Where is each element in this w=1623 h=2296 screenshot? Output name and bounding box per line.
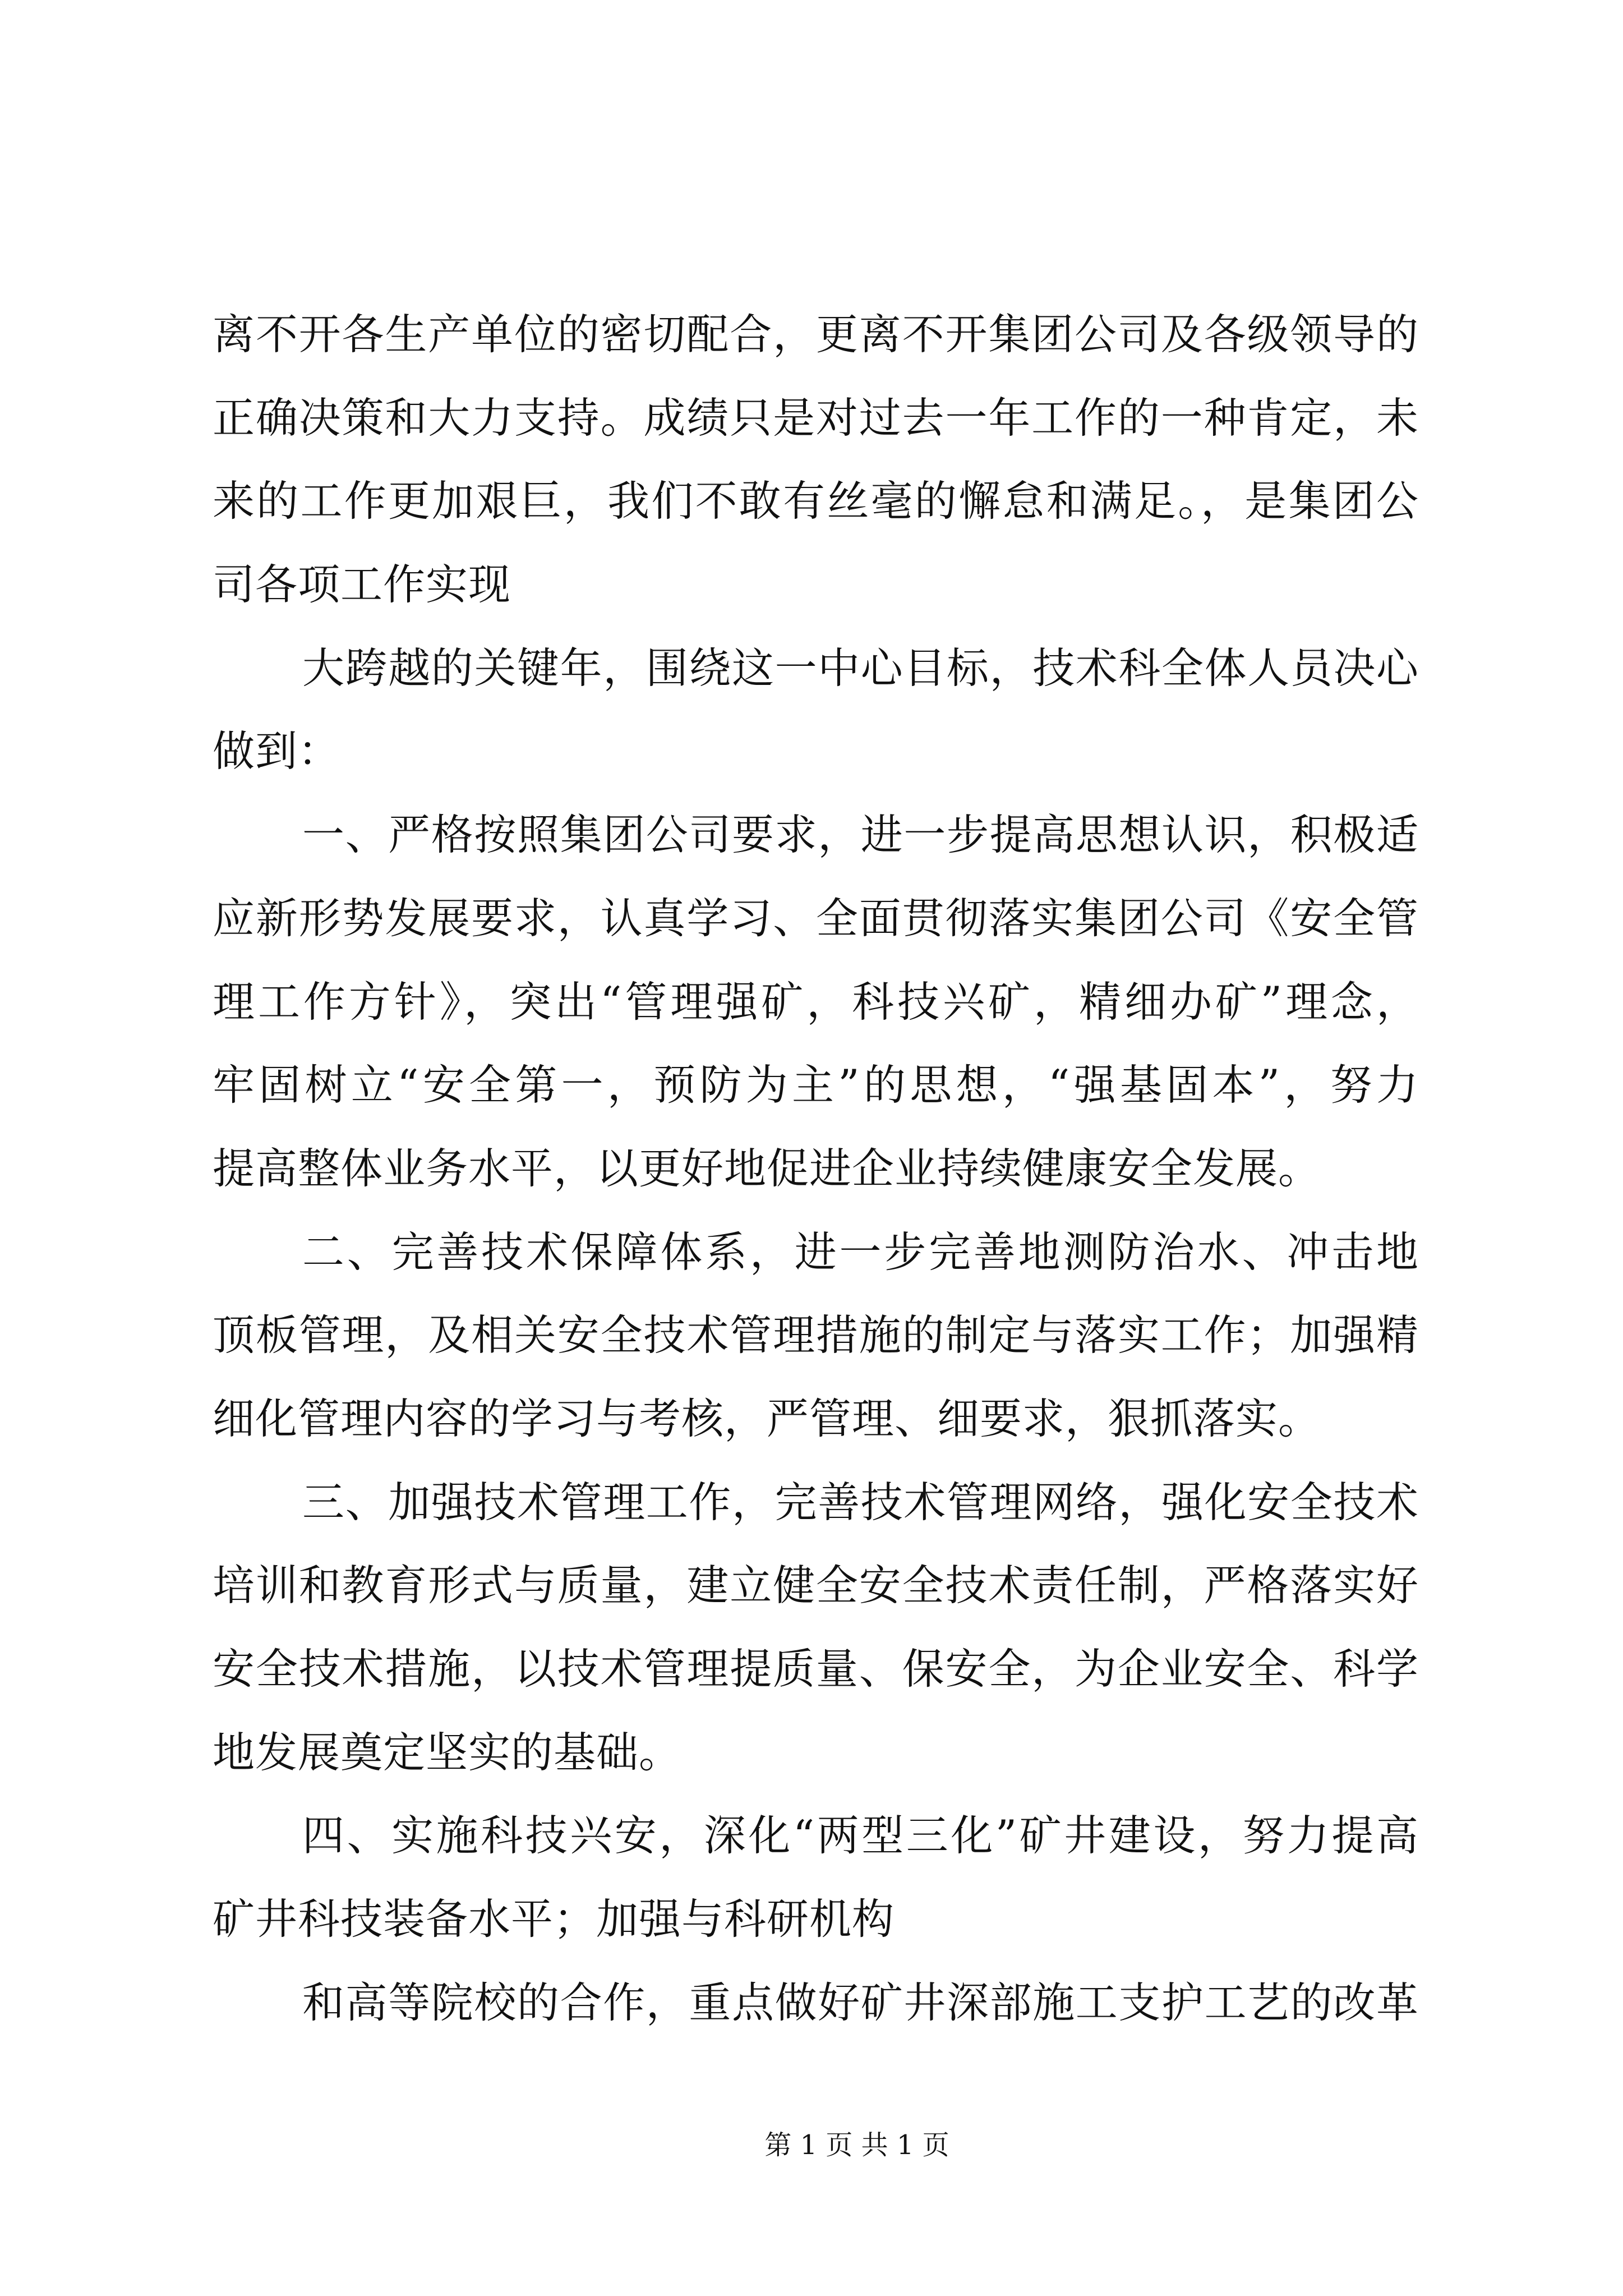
text-line: 大跨越的关键年，围绕这一中心目标，技术科全体人员决心 bbox=[302, 643, 1419, 693]
text-line: 离不开各生产单位的密切配合，更离不开集团公司及各级领导的 bbox=[213, 310, 1419, 359]
paragraph bbox=[213, 793, 1419, 1210]
text-line: 司各项工作实现 bbox=[213, 560, 511, 610]
document-body bbox=[213, 293, 1419, 2044]
text-line: 安全技术措施，以技术管理提质量、保安全，为企业安全、科学 bbox=[213, 1644, 1419, 1694]
text-line: 三、加强技术管理工作，完善技术管理网络，强化安全技术 bbox=[302, 1477, 1419, 1527]
text-line: 正确决策和大力支持。成绩只是对过去一年工作的一种肯定，未 bbox=[213, 393, 1419, 443]
paragraph bbox=[213, 627, 1419, 793]
text-line: 二、完善技术保障体系，进一步完善地测防治水、冲击地 bbox=[302, 1227, 1419, 1277]
text-line: 提高整体业务水平，以更好地促进企业持续健康安全发展。 bbox=[213, 1143, 1321, 1193]
paragraph bbox=[213, 1211, 1419, 1461]
text-line: 一、严格按照集团公司要求，进一步提高思想认识，积极适 bbox=[302, 810, 1419, 860]
text-line: 培训和教育形式与质量，建立健全安全技术责任制，严格落实好 bbox=[213, 1561, 1419, 1611]
text-line: 理工作方针》，突出“管理强矿，科技兴矿，精细办矿”理念， bbox=[213, 977, 1419, 1027]
text-line: 应新形势发展要求，认真学习、全面贯彻落实集团公司《安全管 bbox=[213, 893, 1419, 943]
paragraph bbox=[213, 1461, 1419, 1795]
text-line: 矿井科技装备水平；加强与科研机构 bbox=[213, 1894, 895, 1944]
text-line: 细化管理内容的学习与考核，严管理、细要求，狠抓落实。 bbox=[213, 1393, 1321, 1443]
text-line: 四、实施科技兴安，深化“两型三化”矿井建设，努力提高 bbox=[302, 1811, 1419, 1861]
page-footer-page-number: 第 1 页 共 1 页 bbox=[764, 2129, 949, 2161]
paragraph bbox=[213, 1794, 1419, 1961]
text-line: 做到： bbox=[213, 726, 341, 776]
text-line: 顶板管理，及相关安全技术管理措施的制定与落实工作；加强精 bbox=[213, 1310, 1419, 1360]
text-line: 牢固树立“安全第一，预防为主”的思想，“强基固本”，努力 bbox=[213, 1060, 1419, 1110]
paragraph bbox=[213, 1961, 1419, 2045]
text-line: 来的工作更加艰巨，我们不敢有丝毫的懈怠和满足。，是集团公 bbox=[213, 476, 1419, 526]
paragraph bbox=[213, 293, 1419, 627]
text-line: 地发展奠定坚实的基础。 bbox=[213, 1727, 682, 1777]
text-line: 和高等院校的合作，重点做好矿井深部施工支护工艺的改革 bbox=[302, 1977, 1419, 2027]
